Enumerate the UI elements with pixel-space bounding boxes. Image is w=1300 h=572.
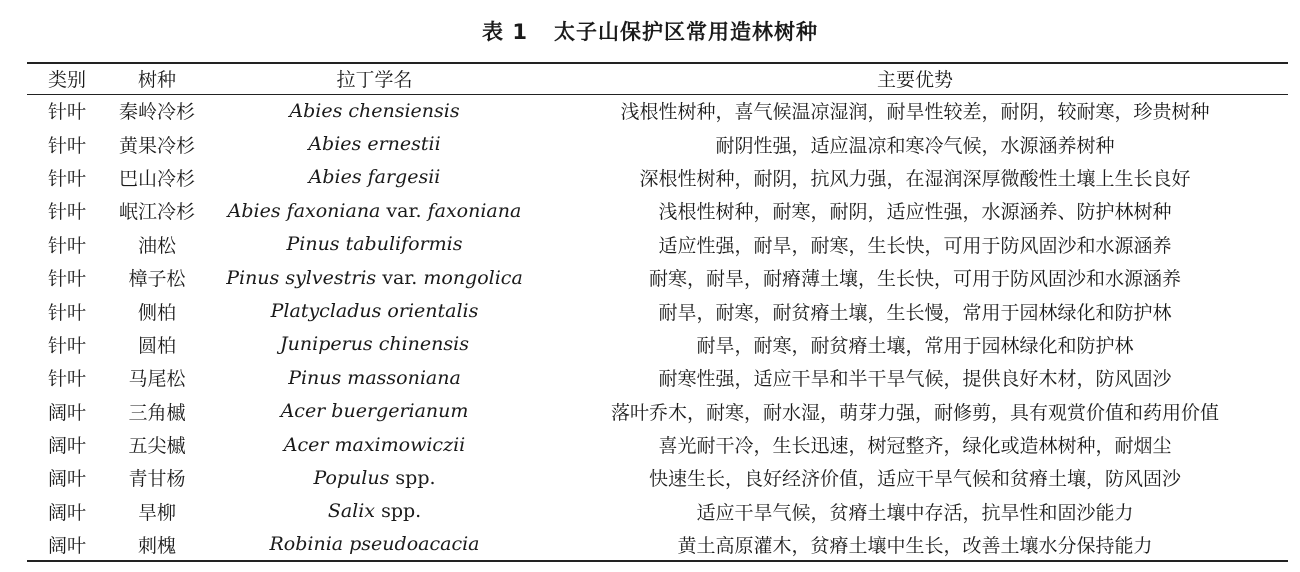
cell-advantages: 喜光耐干冷，生长迅速，树冠整齐，绿化或造林树种，耐烟尘: [658, 435, 1172, 458]
cell-advantages: 耐旱，耐寒，耐贫瘠土壤，常用于园林绿化和防护林: [696, 334, 1134, 357]
cell-latin-name: [207, 228, 542, 261]
latin-italic-part: Abies fargesii: [308, 166, 441, 189]
cell-category: 针叶: [47, 101, 86, 124]
table-number: 表 1: [482, 20, 528, 44]
header-advantages: 主要优势: [542, 63, 1288, 94]
cell-species: 岷江冷杉: [118, 201, 195, 224]
latin-italic-part: Pinus tabuliformis: [286, 233, 463, 256]
cell-species: 三角槭: [128, 401, 186, 424]
table-row: [27, 228, 1288, 261]
cell-advantages: 黄土高原灌木，贫瘠土壤中生长，改善土壤水分保持能力: [542, 528, 1288, 561]
cell-species: 青甘杨: [128, 468, 186, 491]
cell-category: 针叶: [47, 167, 86, 190]
cell-advantages: 浅根性树种，喜气候温凉湿润，耐旱性较差，耐阴，较耐寒，珍贵树种: [620, 101, 1210, 124]
cell-category: 针叶: [47, 301, 86, 324]
table-row: [27, 495, 1288, 528]
cell-advantages: 深根性树种，耐阴，抗风力强，在湿润深厚微酸性土壤上生长良好: [639, 167, 1191, 190]
latin-plain-part: spp.: [389, 466, 436, 489]
header-row: [27, 63, 1288, 94]
table-body: [27, 94, 1288, 561]
cell-species: 刺槐: [107, 528, 207, 561]
cell-category: 针叶: [47, 334, 86, 357]
table-row: [27, 161, 1288, 194]
table-row: [27, 194, 1288, 227]
cell-category: 阔叶: [47, 435, 86, 458]
cell-advantages: 耐旱，耐寒，耐贫瘠土壤，生长慢，常用于园林绿化和防护林: [658, 301, 1172, 324]
latin-italic-part: Populus: [313, 466, 390, 489]
header-category: 类别: [27, 63, 107, 94]
cell-category: 针叶: [47, 134, 86, 157]
cell-latin-name: [207, 461, 542, 494]
cell-latin-name: [207, 194, 542, 227]
latin-italic-part: Pinus massoniana: [288, 366, 461, 389]
latin-italic-part: Robinia pseudoacacia: [269, 533, 480, 556]
cell-species: 旱柳: [137, 501, 176, 524]
cell-latin-name: [207, 495, 542, 528]
table-row: [27, 528, 1288, 561]
cell-advantages: 落叶乔木，耐寒，耐水湿，萌芽力强，耐修剪，具有观赏价值和药用价值: [610, 401, 1219, 424]
cell-latin-name: [207, 395, 542, 428]
cell-latin-name: [207, 428, 542, 461]
cell-species: 樟子松: [128, 268, 186, 291]
table-row: [27, 361, 1288, 394]
cell-category: 针叶: [47, 234, 86, 257]
table-row: [27, 461, 1288, 494]
header-latin-name: 拉丁学名: [207, 63, 542, 94]
cell-species: 圆柏: [137, 334, 176, 357]
cell-category: 阔叶: [27, 528, 107, 561]
table-row: [27, 328, 1288, 361]
table-row: [27, 261, 1288, 294]
latin-italic-part: Pinus sylvestris: [226, 266, 377, 289]
cell-latin-name: [207, 261, 542, 294]
cell-species: 秦岭冷杉: [118, 101, 195, 124]
cell-advantages: 适应干旱气候，贫瘠土壤中存活，抗旱性和固沙能力: [696, 501, 1134, 524]
header-species: 树种: [107, 63, 207, 94]
cell-advantages: 适应性强，耐旱，耐寒，生长快，可用于防风固沙和水源涵养: [658, 234, 1172, 257]
cell-latin-name: [207, 94, 542, 127]
cell-species: 五尖槭: [128, 435, 186, 458]
cell-species: 巴山冷杉: [118, 167, 195, 190]
cell-species: 油松: [137, 234, 176, 257]
cell-category: 针叶: [47, 368, 86, 391]
cell-category: 阔叶: [47, 501, 86, 524]
latin-italic-part: Platycladus orientalis: [270, 300, 479, 323]
table-caption: [0, 17, 1300, 47]
cell-species: 黄果冷杉: [118, 134, 195, 157]
cell-species: 侧柏: [137, 301, 176, 324]
cell-category: 阔叶: [47, 401, 86, 424]
cell-advantages: 浅根性树种，耐寒，耐阴，适应性强，水源涵养、防护林树种: [658, 201, 1172, 224]
cell-latin-name: [207, 161, 542, 194]
cell-advantages: 耐寒性强，适应干旱和半干旱气候，提供良好木材，防风固沙: [658, 368, 1172, 391]
table-header: [27, 63, 1288, 94]
cell-latin-name: [207, 328, 542, 361]
cell-advantages: 快速生长，良好经济价值，适应干旱气候和贫瘠土壤，防风固沙: [648, 468, 1181, 491]
latin-italic-part: Abies chensiensis: [289, 99, 460, 122]
table-title: 太子山保护区常用造林树种: [553, 20, 818, 44]
cell-latin-name: [207, 528, 542, 561]
latin-italic-part: Acer maximowiczii: [283, 433, 466, 456]
cell-latin-name: [207, 294, 542, 327]
cell-category: 针叶: [47, 268, 86, 291]
latin-italic-part: Salix: [327, 500, 376, 523]
latin-italic-part: mongolica: [423, 266, 523, 289]
table-row: [27, 294, 1288, 327]
latin-plain-part: var.: [376, 266, 424, 289]
table-row: [27, 127, 1288, 160]
latin-italic-part: Juniperus chinensis: [280, 333, 469, 356]
latin-italic-part: faxoniana: [427, 199, 522, 222]
latin-italic-part: Abies ernestii: [308, 133, 441, 156]
cell-latin-name: [207, 127, 542, 160]
cell-species: 马尾松: [128, 368, 186, 391]
latin-italic-part: Acer buergerianum: [280, 400, 469, 423]
table-row: [27, 395, 1288, 428]
cell-latin-name: [207, 361, 542, 394]
cell-advantages: 耐阴性强，适应温凉和寒冷气候，水源涵养树种: [715, 134, 1115, 157]
cell-category: 阔叶: [47, 468, 86, 491]
table-row: [27, 94, 1288, 127]
cell-advantages: 耐寒，耐旱，耐瘠薄土壤，生长快，可用于防风固沙和水源涵养: [648, 268, 1181, 291]
cell-category: 针叶: [47, 201, 86, 224]
table-row: [27, 428, 1288, 461]
latin-italic-part: Abies faxoniana: [227, 199, 381, 222]
latin-plain-part: var.: [380, 199, 428, 222]
latin-plain-part: spp.: [375, 500, 422, 523]
tree-species-table: [27, 62, 1288, 562]
